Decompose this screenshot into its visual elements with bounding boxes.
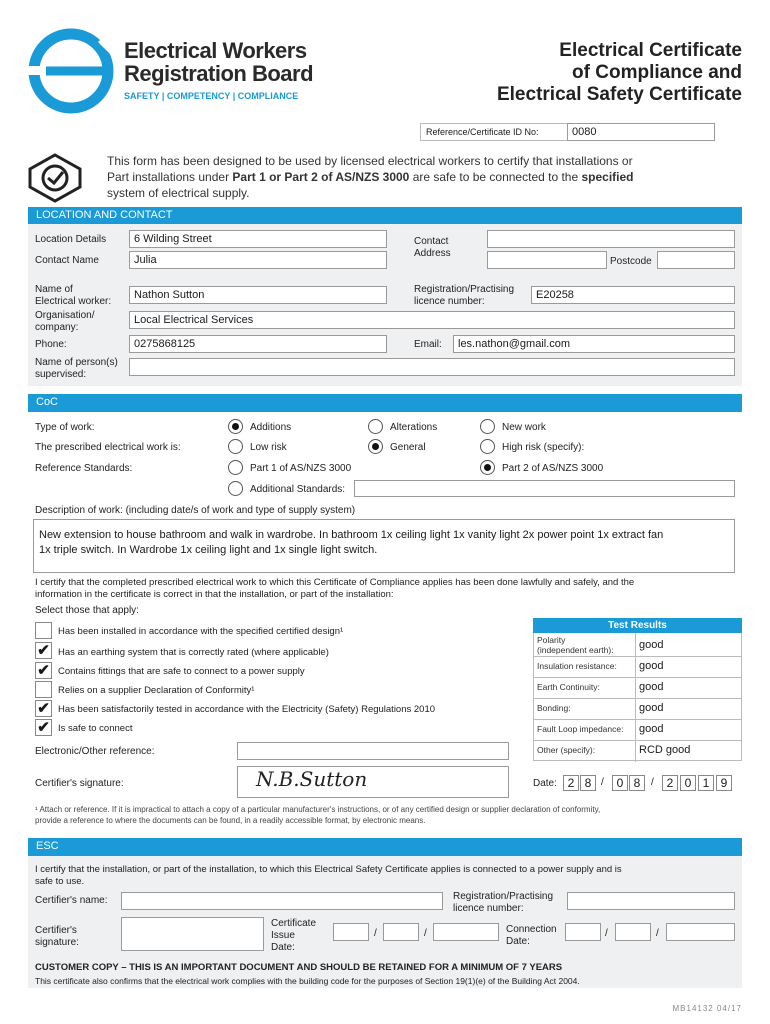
ref-id-frame (420, 123, 567, 141)
organisation-field[interactable]: Local Electrical Services (129, 311, 735, 329)
prescribed-work-label: The prescribed electrical work is: (35, 442, 181, 453)
esc-certify-line1: I certify that the installation, or part of the installation, to which this Electrical Safety Certificate applies is connected to a power supply and is (35, 864, 622, 875)
email-field[interactable]: les.nathon@gmail.com (453, 335, 735, 353)
connection-date-slash-1: / (605, 928, 608, 939)
test-results-header: Test Results (533, 618, 742, 633)
issue-date-label-3: Date: (271, 942, 295, 953)
connection-date-label-2: Date: (506, 936, 530, 947)
checkbox-earthing[interactable]: ✔ (35, 642, 52, 659)
radio-general-label: General (390, 442, 426, 453)
org-label-1: Organisation/ (35, 310, 95, 321)
date-digit-y1[interactable]: 2 (662, 775, 678, 791)
esc-licence-label-2: licence number: (453, 903, 524, 914)
test-divider (635, 678, 636, 699)
esc-name-label: Certifier's name: (35, 895, 108, 906)
radio-part2[interactable] (480, 460, 495, 475)
org-label-2: company: (35, 322, 79, 333)
doc-title-line2: of Compliance and (572, 62, 742, 83)
issue-date-slash-2: / (424, 928, 427, 939)
radio-part1-label: Part 1 of AS/NZS 3000 (250, 463, 352, 474)
coc-date-label: Date: (533, 778, 557, 789)
radio-low-risk-label: Low risk (250, 442, 287, 453)
esc-signature-field[interactable] (121, 917, 264, 951)
org-tagline: SAFETY | COMPETENCY | COMPLIANCE (124, 91, 299, 101)
test-bonding-label: Bonding: (537, 703, 571, 713)
date-digit-y2[interactable]: 0 (680, 775, 696, 791)
footnote-line2: provide a reference to where the documents can be found, in a readily accessible format, by electronic means. (35, 816, 426, 825)
test-row-insulation (533, 656, 742, 677)
contact-address-label-1: Contact (414, 236, 449, 247)
radio-high-risk-label: High risk (specify): (502, 442, 585, 453)
test-insulation-value[interactable]: good (639, 660, 664, 672)
test-divider (635, 699, 636, 720)
coc-signature-field[interactable] (237, 766, 509, 798)
connection-date-slash-2: / (656, 928, 659, 939)
test-polarity-value[interactable]: good (639, 639, 664, 651)
checkbox-safe-to-connect-label: Is safe to connect (58, 723, 133, 734)
test-fault-loop-label: Fault Loop impedance: (537, 724, 624, 734)
location-details-label: Location Details (35, 234, 107, 245)
test-divider (635, 720, 636, 741)
licence-number-field[interactable]: E20258 (531, 286, 735, 304)
supervised-label-1: Name of person(s) (35, 357, 118, 368)
phone-label: Phone: (35, 339, 67, 350)
section-bar-location: LOCATION AND CONTACT (28, 207, 742, 224)
test-bonding-value[interactable]: good (639, 702, 664, 714)
test-row-fault-loop (533, 719, 742, 740)
test-earth-continuity-value[interactable]: good (639, 681, 664, 693)
checkbox-fittings[interactable]: ✔ (35, 662, 52, 679)
org-name-line2: Registration Board (124, 61, 314, 86)
type-of-work-label: Type of work: (35, 422, 95, 433)
contact-address-field-1[interactable] (487, 230, 735, 248)
intro-text (107, 153, 747, 201)
checkbox-certified-design[interactable] (35, 622, 52, 639)
coc-signature-label: Certifier's signature: (35, 778, 124, 789)
brand-logo (28, 28, 114, 114)
checkbox-safe-to-connect[interactable]: ✔ (35, 719, 52, 736)
connection-date-day[interactable] (565, 923, 601, 941)
issue-date-label-2: Issue (271, 930, 295, 941)
rcm-icon (26, 152, 84, 204)
reference-standards-label: Reference Standards: (35, 463, 133, 474)
date-digit-m1[interactable]: 0 (612, 775, 628, 791)
worker-name-field[interactable]: Nathon Sutton (129, 286, 387, 304)
ref-id-field[interactable]: 0080 (567, 123, 715, 141)
checkbox-tested-label: Has been satisfactorily tested in accordance with the Electricity (Safety) Regulations 2010 (58, 704, 436, 715)
issue-date-slash-1: / (374, 928, 377, 939)
test-polarity-label-2: (independent earth): (537, 645, 614, 655)
esc-signature-label-1: Certifier's (35, 925, 77, 936)
radio-part2-label: Part 2 of AS/NZS 3000 (502, 463, 604, 474)
date-digit-d1[interactable]: 2 (563, 775, 579, 791)
test-earth-continuity-label: Earth Continuity: (537, 682, 600, 692)
contact-name-label: Contact Name (35, 255, 99, 266)
test-other-label: Other (specify): (537, 745, 596, 755)
test-row-bonding (533, 698, 742, 719)
doc-title-line3: Electrical Safety Certificate (496, 84, 742, 105)
form-code: MB14132 04/17 (672, 1004, 742, 1013)
radio-low-risk[interactable] (228, 439, 243, 454)
date-digit-y4[interactable]: 9 (716, 775, 732, 791)
radio-additional-standards-label: Additional Standards: (250, 484, 346, 495)
radio-additions[interactable] (228, 419, 243, 434)
coc-certify-line1: I certify that the completed prescribed electrical work to which this Certificate of Compliance applies has been done lawfully and safely, and the (35, 577, 635, 588)
ref-id-label: Reference/Certificate ID No: (426, 127, 539, 137)
issue-date-year[interactable] (433, 923, 499, 941)
radio-alterations[interactable] (368, 419, 383, 434)
checkbox-certified-design-label: Has been installed in accordance with the specified certified design¹ (58, 626, 344, 637)
date-digit-d2[interactable]: 8 (580, 775, 596, 791)
intro-line1: This form has been designed to be used by licensed electrical workers to certify that installations or (107, 154, 633, 168)
test-row-earth-continuity (533, 677, 742, 698)
intro-line2-d: specified (581, 170, 634, 184)
radio-additional-standards[interactable] (228, 481, 243, 496)
intro-line2-b: Part 1 or Part 2 of AS/NZS 3000 (232, 170, 410, 184)
radio-general[interactable] (368, 439, 383, 454)
esc-licence-label-1: Registration/Practising (453, 891, 554, 902)
licence-label-1: Registration/Practising (414, 284, 515, 295)
radio-new-work-label: New work (502, 422, 546, 433)
date-digit-m2[interactable]: 8 (629, 775, 645, 791)
radio-additions-label: Additions (250, 422, 292, 433)
test-divider (635, 741, 636, 762)
supervised-label-2: supervised: (35, 369, 87, 380)
date-digit-y3[interactable]: 1 (698, 775, 714, 791)
building-code-note: This certificate also confirms that the electrical work complies with the building code for the purposes of Section 19(1)(e) of the Building Act 2004. (35, 976, 580, 986)
connection-date-year[interactable] (666, 923, 735, 941)
description-field[interactable] (33, 519, 735, 573)
worker-label-2: Electrical worker: (35, 296, 112, 307)
radio-new-work[interactable] (480, 419, 495, 434)
additional-standards-field[interactable] (354, 480, 735, 497)
issue-date-month[interactable] (383, 923, 419, 941)
coc-signature-value: N.B.Sutton (256, 767, 368, 791)
electronic-ref-field[interactable] (237, 742, 509, 760)
coc-certify-line2: information in the certificate is correct in that the installation, or part of the installation: (35, 589, 394, 600)
electronic-ref-label: Electronic/Other reference: (35, 746, 155, 757)
checkbox-supplier-declaration[interactable] (35, 681, 52, 698)
connection-date-label-1: Connection (506, 924, 557, 935)
date-slash-1: / (601, 777, 604, 788)
checkbox-supplier-declaration-label: Relies on a supplier Declaration of Conformity¹ (58, 685, 255, 696)
section-bar-coc: CoC (28, 394, 742, 412)
doc-title-line1: Electrical Certificate (559, 40, 742, 61)
test-insulation-label: Insulation resistance: (537, 661, 617, 671)
checkbox-earthing-label: Has an earthing system that is correctly rated (where applicable) (58, 647, 329, 658)
email-label: Email: (414, 339, 442, 350)
test-divider (635, 657, 636, 678)
test-other-value[interactable]: RCD good (639, 744, 691, 756)
radio-high-risk[interactable] (480, 439, 495, 454)
intro-line2-c: are safe to be connected to the (409, 170, 582, 184)
org-name-line1: Electrical Workers (124, 38, 307, 63)
issue-date-label-1: Certificate (271, 918, 317, 929)
test-row-polarity (533, 633, 742, 656)
esc-name-field[interactable] (121, 892, 443, 910)
section-bar-esc: ESC (28, 838, 742, 856)
contact-address-field-2[interactable] (487, 251, 607, 269)
esc-certify-line2: safe to use. (35, 876, 85, 887)
licence-label-2: licence number: (414, 296, 485, 307)
postcode-label: Postcode (610, 256, 652, 267)
date-slash-2: / (651, 777, 654, 788)
esc-signature-label-2: signature: (35, 937, 79, 948)
contact-address-label-2: Address (414, 248, 451, 259)
connection-date-month[interactable] (615, 923, 651, 941)
test-fault-loop-value[interactable]: good (639, 723, 664, 735)
postcode-field[interactable] (657, 251, 735, 269)
footnote-line1: ¹ Attach or reference. If it is impractical to attach a copy of a particular manufacturer's instructions, or of any certified design or supplier declaration of conformity, (35, 805, 601, 814)
checkbox-fittings-label: Contains fittings that are safe to connect to a power supply (58, 666, 305, 677)
esc-licence-field[interactable] (567, 892, 735, 910)
radio-part1[interactable] (228, 460, 243, 475)
intro-line2 (107, 169, 747, 185)
description-label: Description of work: (including date/s of work and type of supply system) (35, 505, 356, 516)
contact-name-field[interactable]: Julia (129, 251, 387, 269)
location-details-field[interactable]: 6 Wilding Street (129, 230, 387, 248)
intro-line3: system of electrical supply. (107, 186, 250, 200)
description-line1: New extension to house bathroom and walk in wardrobe. In bathroom 1x ceiling light 1x vanity light 2x power point 1x extract fan (39, 529, 664, 541)
worker-label-1: Name of (35, 284, 73, 295)
test-row-other (533, 740, 742, 761)
radio-alterations-label: Alterations (390, 422, 438, 433)
intro-line2-a: Part installations under (107, 170, 233, 184)
select-apply-label: Select those that apply: (35, 605, 139, 616)
test-divider (635, 633, 636, 656)
phone-field[interactable]: 0275868125 (129, 335, 387, 353)
checkbox-tested[interactable]: ✔ (35, 700, 52, 717)
issue-date-day[interactable] (333, 923, 369, 941)
description-line2: 1x triple switch. In Wardrobe 1x ceiling light and 1x single light switch. (39, 544, 378, 556)
supervised-field[interactable] (129, 358, 735, 376)
test-polarity-label-1: Polarity (537, 635, 566, 645)
customer-copy-notice: CUSTOMER COPY – THIS IS AN IMPORTANT DOCUMENT AND SHOULD BE RETAINED FOR A MINIMUM OF 7 YEARS (35, 962, 563, 973)
